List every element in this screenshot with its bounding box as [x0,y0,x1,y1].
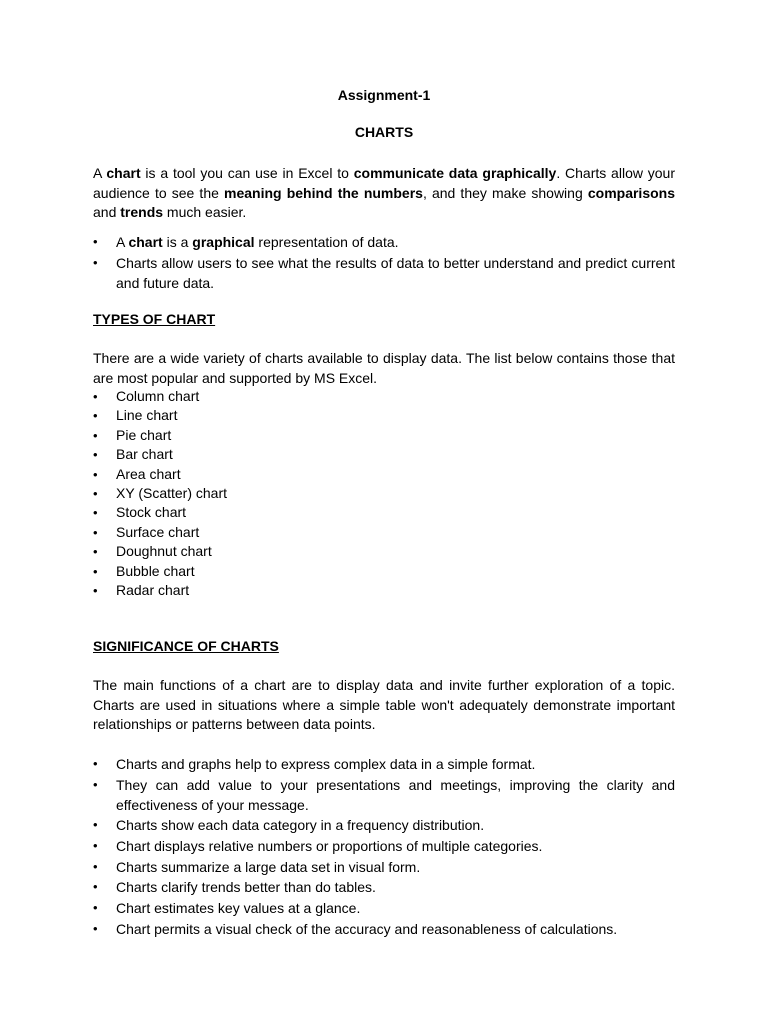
intro-text: is a tool you can use in Excel to [140,165,354,181]
list-item [93,503,675,522]
significance-heading: SIGNIFICANCE OF CHARTS [93,638,279,654]
bullet-icon: • [93,776,98,792]
list-item-text: Pie chart [116,426,172,443]
significance-list [93,754,675,940]
bullet-icon: • [93,838,98,854]
intro-bold-term: comparisons [587,184,675,201]
list-item-text: Chart displays relative numbers or proportions of multiple categories. [116,838,543,855]
intro-text: much easier. [163,204,247,220]
bullet-icon: • [93,408,98,424]
list-item [93,523,675,542]
bullet-icon: • [93,234,98,249]
list-item [93,426,675,445]
list-item-text: Charts and graphs help to express complex data in a simple format. [116,756,536,772]
list-item-text: Charts clarify trends better than do tables. [116,879,376,896]
intro-text: , and they make showing [422,184,588,201]
list-item-text: Chart permits a visual check of the accuracy and reasonableness of calculations. [116,920,618,937]
list-item [93,815,675,835]
bullet-icon: • [93,486,98,502]
bullet-icon: • [93,447,98,463]
types-intro-paragraph: There are a wide variety of charts available to display data. The list below contains those that are most popular and supported by MS Excel. [93,350,675,386]
list-item-text [116,232,675,252]
list-item [93,877,675,897]
list-item-text: Area chart [116,465,181,482]
list-item-text: They can add value to your presentations and meetings, improving the clarity and effectiveness of your message. [116,776,675,813]
list-item [93,919,675,939]
intro-text: A [93,165,107,181]
list-item-text: Chart estimates key values at a glance. [116,900,361,917]
list-item-text: Bubble chart [116,562,195,579]
list-item-text: Surface chart [116,523,200,540]
list-item [93,562,675,581]
list-item [93,484,675,503]
intro-bold-term: meaning behind the numbers [224,184,423,201]
list-item-text-part: is a [162,234,193,250]
document-subtitle: CHARTS [354,124,414,140]
bullet-icon: • [93,389,98,404]
list-item-bold-term: chart [128,234,163,250]
list-item-bold-term: graphical [192,234,255,250]
bullet-icon: • [93,817,98,833]
list-item-text-part: representation of data. [254,234,399,250]
list-item [93,445,675,464]
intro-paragraph [93,164,675,223]
list-item [93,232,675,252]
list-item-text-part: A [116,234,129,250]
bullet-icon: • [93,255,98,270]
bullet-icon: • [93,524,98,540]
chart-types-list [93,387,675,600]
bullet-icon: • [93,879,98,895]
list-item [93,581,675,600]
bullet-icon: • [93,544,98,560]
list-item [93,387,675,406]
list-item-text: Charts summarize a large data set in visual form. [116,858,421,875]
intro-text: . Charts allow your audience to see the [93,165,676,201]
intro-bold-term: chart [106,165,141,181]
types-heading: TYPES OF CHART [93,311,216,327]
list-item [93,857,675,877]
list-item-text: Bar chart [116,446,173,463]
list-item-text: Line chart [116,407,178,424]
list-item-text: Charts allow users to see what the results of data to better understand and predict current and future data. [116,255,675,291]
list-item [93,465,675,484]
list-item-text: XY (Scatter) chart [116,485,228,502]
intro-bold-term: trends [120,204,164,220]
list-item-text: Charts show each data category in a frequency distribution. [116,817,485,834]
bullet-icon: • [93,427,98,443]
list-item [93,836,675,856]
bullet-icon: • [93,466,98,482]
list-item-text: Radar chart [116,582,190,599]
bullet-icon: • [93,900,98,916]
bullet-icon: • [93,563,98,579]
bullet-icon: • [93,505,98,521]
document-title-text: Assignment-1 [337,87,431,103]
significance-intro-paragraph: The main functions of a chart are to display data and invite further exploration of a topic. Charts are used in situations where a simple table won't adequately demonstrate important relationships or patterns between data points. [93,677,675,732]
list-item-text: Stock chart [116,504,187,521]
list-item [93,253,675,293]
list-item-text: Column chart [116,388,200,404]
list-item [93,406,675,425]
list-item-text: Doughnut chart [116,543,212,560]
intro-bold-term: communicate data graphically [353,165,557,181]
list-item [93,898,675,918]
list-item [93,754,675,774]
bullet-icon: • [93,583,98,599]
bullet-icon: • [93,858,98,874]
bullet-icon: • [93,756,98,771]
list-item [93,542,675,561]
intro-text: and [93,204,121,220]
intro-bullet-list [93,232,675,294]
document-title [0,87,768,103]
bullet-icon: • [93,920,98,936]
list-item [93,775,675,815]
